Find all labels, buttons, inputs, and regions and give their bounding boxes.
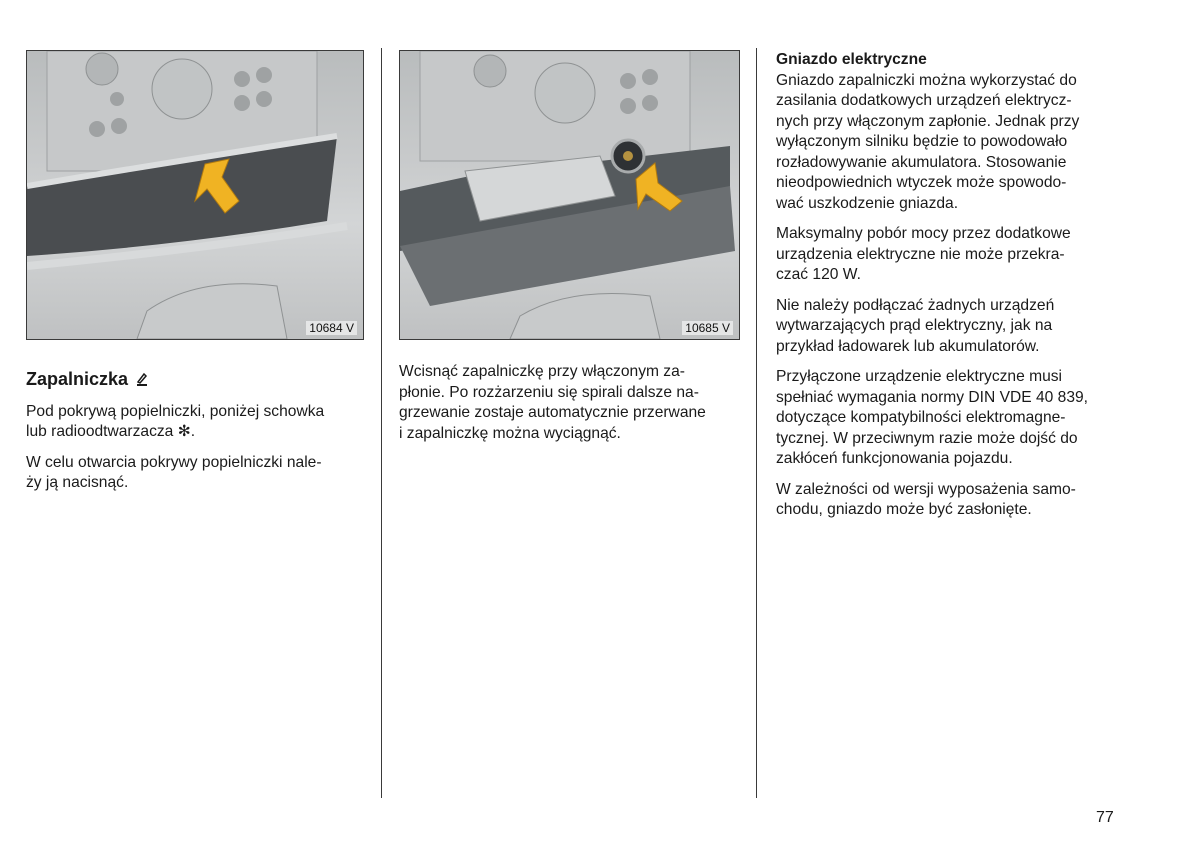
figure-label: 10685 V [682, 321, 733, 335]
dashboard-illustration [27, 51, 363, 339]
paragraph: W zależności od wersji wyposażenia samo- chodu, gniazdo może być zasłonięte. [776, 480, 1076, 518]
cigarette-lighter-icon [134, 370, 150, 388]
paragraph: Wcisnąć zapalniczkę przy włączonym za- płonie. Po rozżarzeniu się spirali dalsze na- grzewanie zostaje automatycznie przerwane i zapalniczkę można wyciągnąć. [399, 363, 706, 442]
paragraph: Pod pokrywą popielniczki, poniżej schowka lub radioodtwarzacza ✻. [26, 402, 325, 440]
column-3-text [776, 50, 1121, 531]
column-divider-right [756, 48, 757, 798]
paragraph: Gniazdo zapalniczki można wykorzystać do zasilania dodatkowych urządzeń elektrycz- nych przy włączonym zapłonie. Jednak przy wyłączonym silniku będzie to powodowało rozładowywanie akumulatora. Stosowanie nieodpowiednich wtyczek może spowodo- wać uszkodzenie gniazda. [776, 71, 1080, 212]
paragraph: W celu otwarcia pokrywy popielniczki nale- ży ją nacisnąć. [26, 453, 322, 491]
paragraph: Nie należy podłączać żadnych urządzeń wytwarzających prąd elektryczny, jak na przykład ładowarek lub akumulatorów. [776, 296, 1055, 355]
section-title: Gniazdo elektryczne [776, 51, 927, 68]
figure-label: 10684 V [306, 321, 357, 335]
dashboard-open-illustration [400, 51, 739, 339]
page-number: 77 [1096, 809, 1114, 826]
paragraph: Maksymalny pobór mocy przez dodatkowe urządzenia elektryczne nie może przekra- czać 120 W. [776, 225, 1071, 283]
figure-cigarette-lighter [399, 50, 740, 340]
column-divider-left [381, 48, 382, 798]
column-1-text [26, 369, 366, 504]
column-2-text [399, 362, 744, 454]
section-title: Zapalniczka [26, 369, 129, 389]
paragraph: Przyłączone urządzenie elektryczne musi spełniać wymagania normy DIN VDE 40 839, dotyczące kompatybilności elektromagne- tycznej. W przeciwnym razie może dojść do zakłóceń funkcjonowania pojazdu. [776, 368, 1089, 467]
figure-ashtray-cover [26, 50, 364, 340]
section-heading-lighter [26, 369, 366, 390]
